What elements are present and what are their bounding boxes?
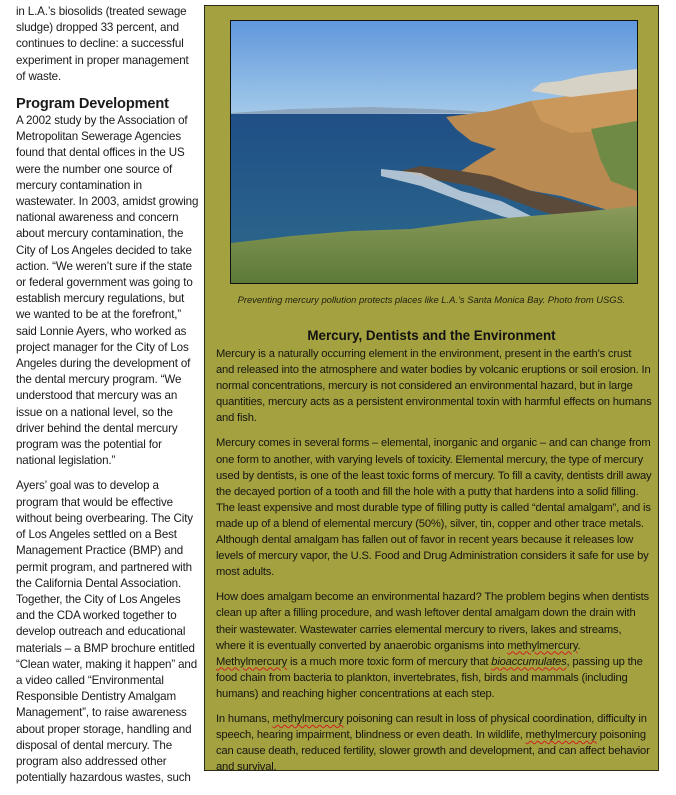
panel-paragraph — [216, 711, 652, 775]
text-run: . — [577, 639, 581, 652]
spellcheck-word: Methylmercury — [216, 655, 288, 668]
spellcheck-word: methylmercury — [272, 712, 344, 725]
article-paragraph: A 2002 study by the Association of Metropolitan Sewerage Agencies found that dental offices in the US were the number one source of mercury contamination in wastewater. In 2003, amidst growing national awareness and concern about mercury contamination, the City of Los Angeles decided to take action. “We weren’t sure if the state or federal government was going to establish mercury regulations, but we wanted to be at the forefront,” said Lonnie Ayers, who worked as project manager for the City of Los Angeles during the development of the dental mercury program. “We understood that mercury was an issue on a national level, so the driver behind the dental mercury program was the potential for national legislation.” — [16, 114, 199, 468]
photo-caption: Preventing mercury pollution protects places like L.A.’s Santa Monica Bay. Photo from USGS. — [237, 294, 626, 305]
panel-paragraph: Mercury comes in several forms – elemental, inorganic and organic – and can change from one form to another, with varying levels of toxicity. Elemental mercury, the type of mercury used by dentists, is one of the least toxic forms of mercury. To fill a cavity, dentists drill away the decayed portion of a tooth and fill the hole with a putty that hardens into a solid filling. The least expensive and most durable type of filling putty is called “dental amalgam”, and is made up of a blend of elemental mercury (50%), silver, tin, copper and other trace metals. Although dental amalgam has fallen out of favor in recent years because it releases low levels of mercury vapor, the U.S. Food and Drug Administration considers it safe for use by most adults. — [216, 437, 652, 579]
panel-paragraph — [216, 589, 652, 702]
spellcheck-word: methylmercury — [507, 639, 578, 652]
main-article-column — [16, 4, 200, 795]
coastline-photo-illustration — [231, 21, 637, 283]
text-run: is a much more toxic form of mercury that — [287, 655, 492, 668]
sidebar-panel — [204, 5, 659, 774]
panel-paragraph: Mercury is a naturally occurring element in the environment, present in the earth’s crust and released into the atmosphere and water bodies by volcanic eruptions or soil erosion. In normal concentrations, mercury is not considered an environmental hazard, but in large quantities, mercury acts as a persistent environmental toxin with harmful effects on humans and fish. — [216, 348, 652, 425]
text-run: , passing up the food chain from bacteria to plankton, invertebrates, fish, birds and mammals (including humans) and reaching higher concentrations at each step. — [216, 655, 643, 700]
panel-title: Mercury, Dentists and the Environment — [307, 328, 556, 343]
section-heading: Program Development — [16, 96, 169, 113]
panel-body — [216, 346, 652, 784]
spellcheck-word: methylmercury — [525, 729, 597, 742]
text-run: poisoning can cause death, reduced fertility, slower growth and development, and can affect behavior and survival. — [216, 729, 650, 774]
coastline-photo — [230, 20, 638, 284]
text-run: In humans, — [216, 712, 273, 725]
article-paragraph: Ayers’ goal was to develop a program that would be effective without being overbearing. The City of Los Angeles settled on a Best Management Practice (BMP) and permit program, and partnered with the California Dental Association. Together, the City of Los Angeles and the CDA worked together to develop outreach and educational materials – a BMP brochure entitled “Clean water, making it happen” and a video called “Environmental Responsible Dentistry Amalgam Management”, to raise awareness about proper storage, handling and disposal of dental mercury. The program also addressed other potentially hazardous wastes, such — [16, 479, 198, 785]
text-run: How does amalgam become an environmental hazard? The problem begins when dentists clean up after a filling procedure, and wash leftover dental amalgam down the drain with their wastewater. Wastewater carries elemental mercury to rivers, lakes and streams, where it is eventually converted by anaerobic organisms into — [216, 591, 649, 652]
text-run: poisoning can result in loss of physical coordination, difficulty in speech, hearing impairment, blindness or even death. In wildlife, — [216, 712, 647, 742]
intro-paragraph: in L.A.’s biosolids (treated sewage sludge) dropped 33 percent, and continues to decline: a successful experiment in proper management of waste. — [16, 5, 189, 83]
spellcheck-word: bioaccumulates — [491, 655, 567, 668]
